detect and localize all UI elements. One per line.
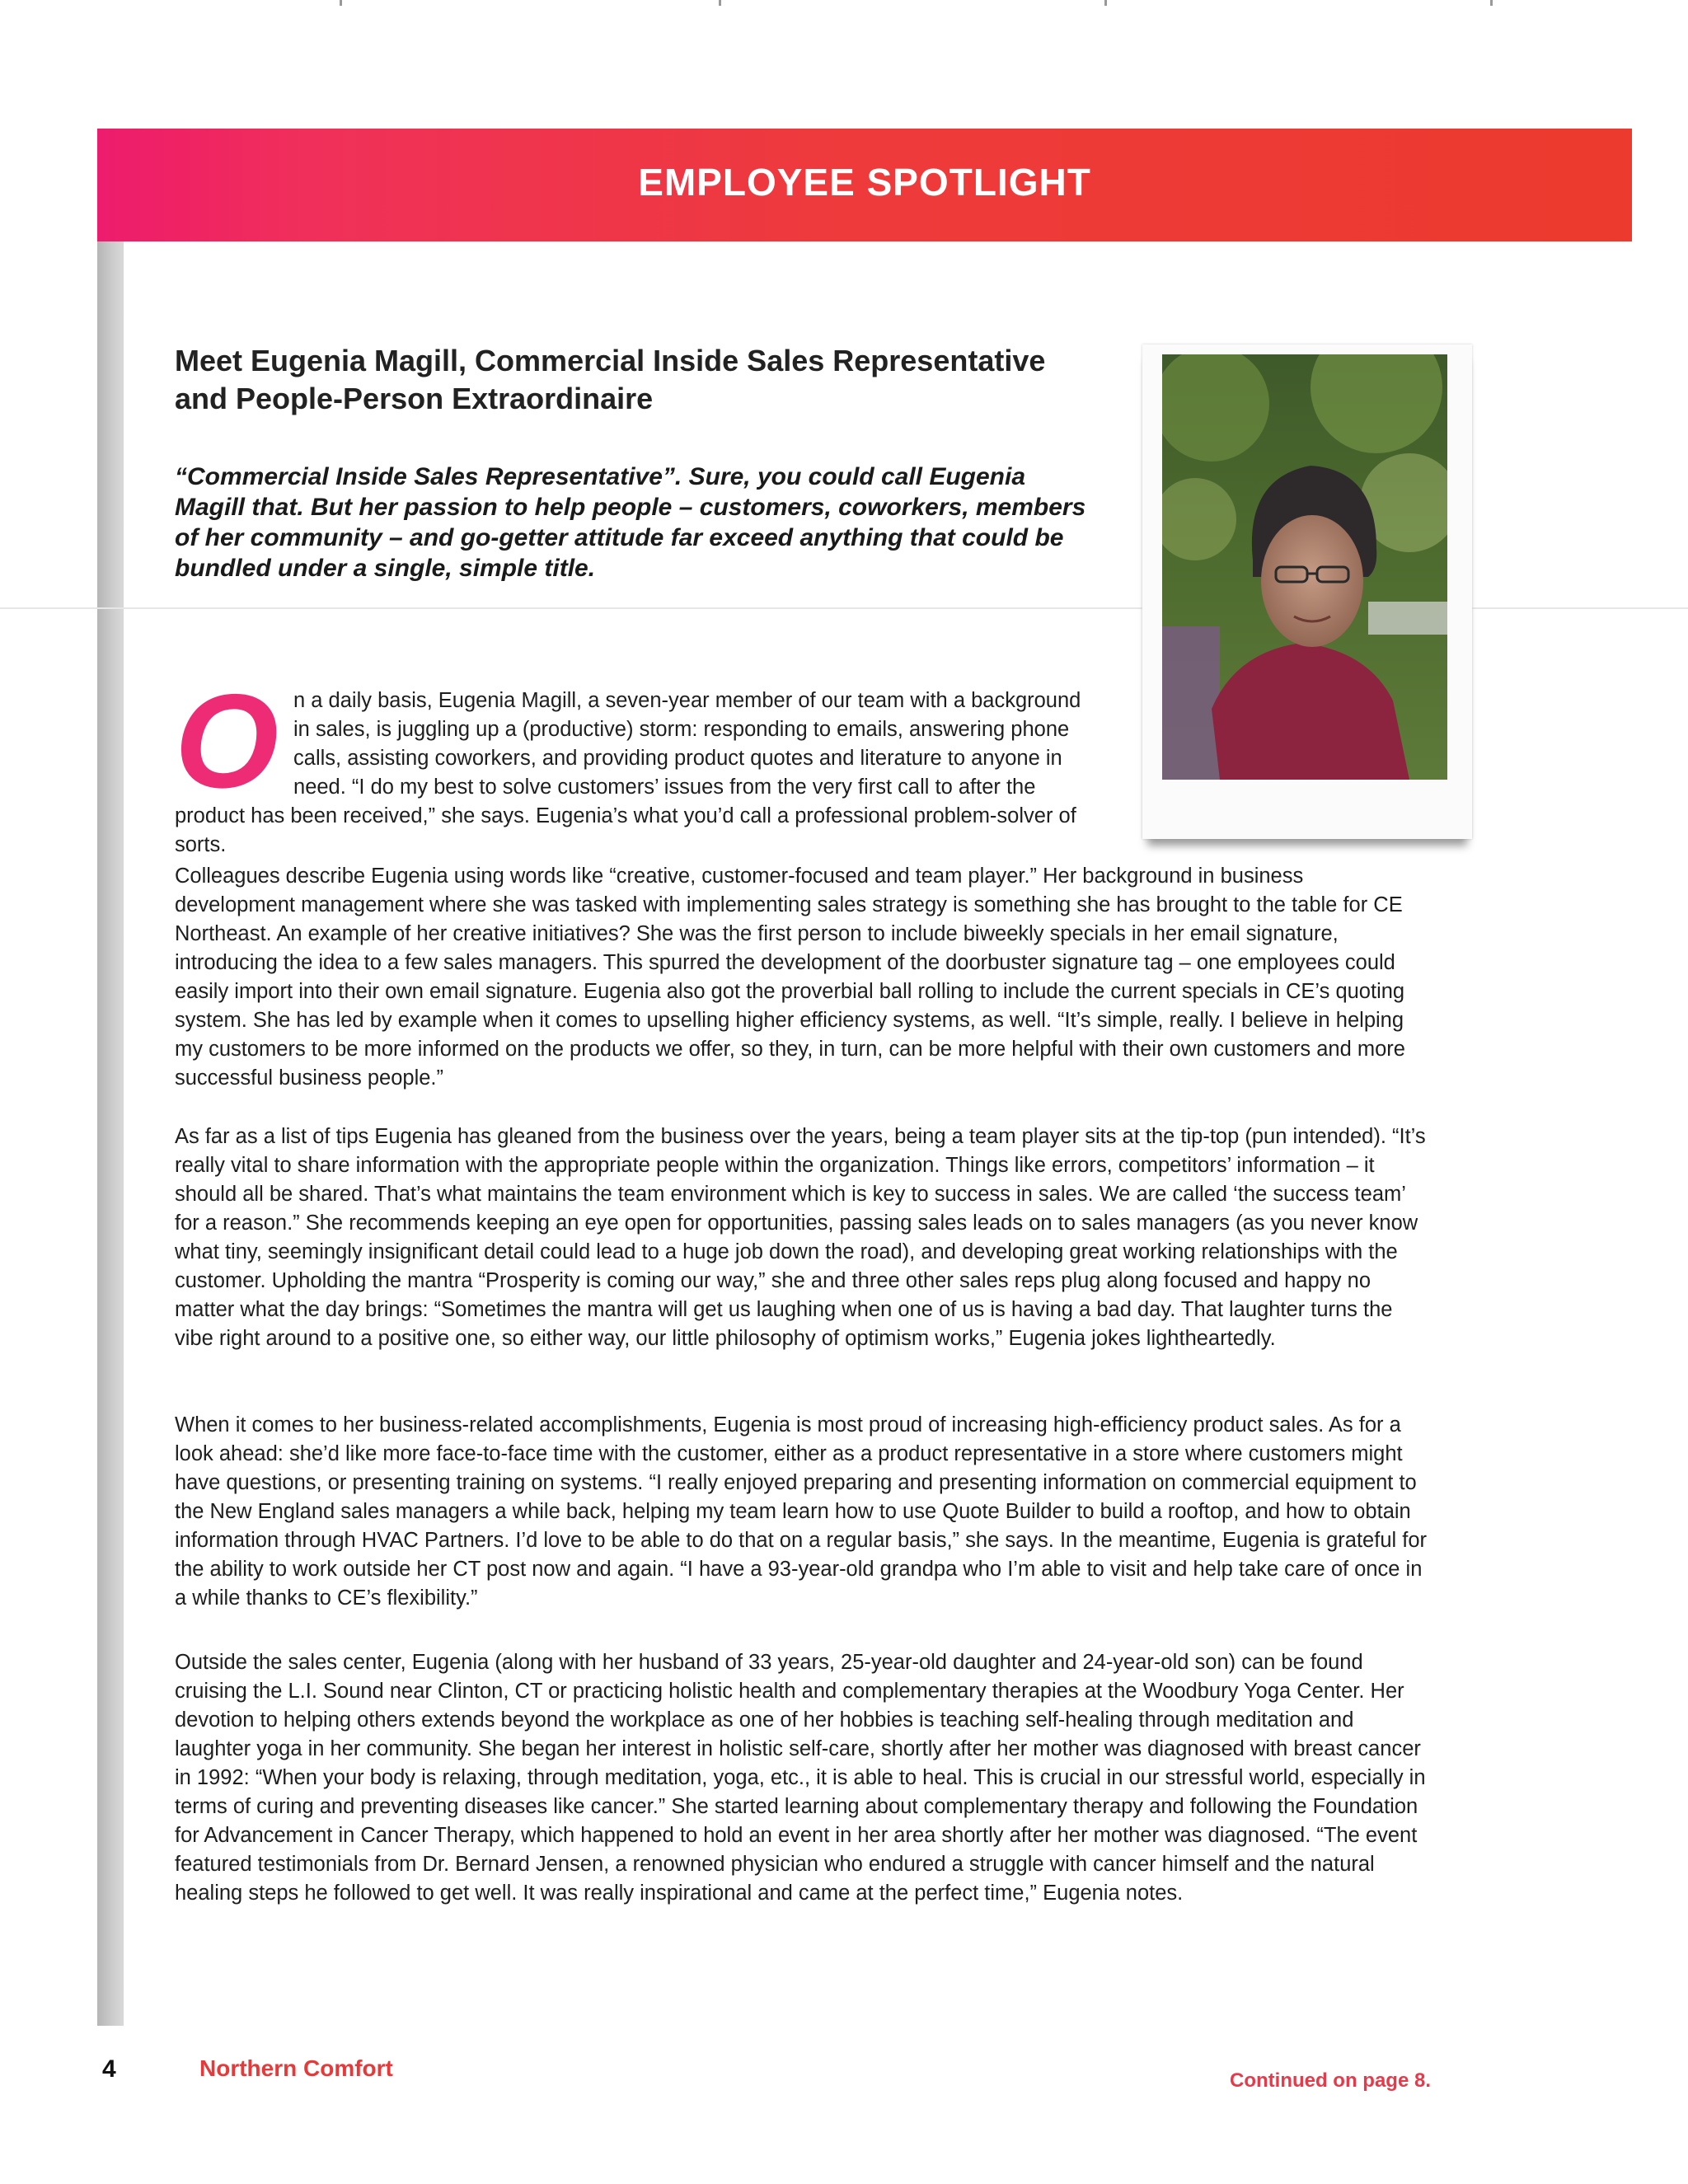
paragraph-text: n a daily basis, Eugenia Magill, a seven-year member of our team with a background in sales, is juggling up a (productive) storm: responding to emails, answering phone calls, assisting coworkers, and providing product quotes and literature to anyone in need. “I do my best to solve customers’ issues from the very first call to after the product has been received,” she says. Eugenia’s what you’d call a professional problem-solver of sorts. <box>175 689 1081 856</box>
portrait-photo-frame <box>1142 344 1472 839</box>
section-title: EMPLOYEE SPOTLIGHT <box>638 161 1091 204</box>
crop-mark <box>340 0 342 6</box>
headline-line-2: and People-Person Extraordinaire <box>175 382 654 415</box>
article-paragraph-3: As far as a list of tips Eugenia has gleaned from the business over the years, being a team player sits at the tip-top (pun intended). “It’s really vital to share information with the appropriate people within the organization. Things like errors, competitors’ information – it should all be shared. That’s what maintains the team environment which is key to success in sales. We are called ‘the success team’ for a reason.” She recommends keeping an eye open for opportunities, passing sales leads on to sales managers (as you never know what tiny, seemingly insignificant detail could lead to a huge job down the road), and developing great working relationships with the customer. Upholding the mantra “Prosperity is coming our way,” she and three other sales reps plug along focused and happy no matter what the day brings: “Sometimes the mantra will get us laughing when one of us is having a bad day. That laughter turns the vibe right around to a positive one, so either way, our little philosophy of optimism works,” Eugenia jokes lightheartedly. <box>175 1125 1426 1350</box>
crop-mark <box>1490 0 1493 6</box>
publication-name: Northern Comfort <box>199 2055 393 2081</box>
portrait-photo <box>1162 354 1447 780</box>
portrait-image <box>1162 354 1447 780</box>
headline-line-1: Meet Eugenia Magill, Commercial Inside Sales Representative <box>175 344 1046 377</box>
article-paragraph-1 <box>175 667 1081 860</box>
article-paragraph-5: Outside the sales center, Eugenia (along with her husband of 33 years, 25-year-old daughter and 24-year-old son) can be found cruising the L.I. Sound near Clinton, CT or practicing holistic health and complementary therapies at the Woodbury Yoga Center. Her devotion to helping others extends beyond the workplace as one of her hobbies is teaching self-healing through meditation and laughter yoga in her community. She began her interest in holistic self-care, shortly after her mother was diagnosed with breast cancer in 1992: “When your body is relaxing, through meditation, yoga, etc., it is able to heal. This is crucial in our stressful world, especially in terms of curing and preventing diseases like cancer.” She started learning about complementary therapy and following the Foundation for Advancement in Cancer Therapy, which happened to hold an event in her area shortly after her mother was diagnosed. “The event featured testimonials from Dr. Bernard Jensen, a renowned physician who endured a struggle with cancer himself and the natural healing steps he followed to get well. It was really inspirational and came at the perfect time,” Eugenia notes. <box>175 1651 1426 1905</box>
article-paragraph-2: Colleagues describe Eugenia using words like “creative, customer-focused and team player.” Her background in business development management where she was tasked with implementing sales strategy is something she has brought to the table for CE Northeast. An example of her creative initiatives? She was the first person to include biweekly specials in her email signature, introducing the idea to a few sales managers. This spurred the development of the doorbuster signature tag – one employees could easily import into their own email signature. Eugenia also got the proverbial ball rolling to include the current specials in CE’s quoting system. She has led by example when it comes to upselling higher efficiency systems, as well. “It’s simple, really. I believe in helping my customers to be more informed on the products we offer, so they, in turn, can be more helpful with their own customers and more successful business people.” <box>175 865 1405 1090</box>
article-paragraph-4: When it comes to her business-related accomplishments, Eugenia is most proud of increasing high-efficiency product sales. As for a look ahead: she’d like more face-to-face time with the customer, either as a product representative in a store where customers might have questions, or presenting training on systems. “I really enjoyed preparing and presenting information on commercial equipment to the New England sales managers a while back, helping my team learn how to use Quote Builder to build a rooftop, and how to obtain information through HVAC Partners. I’d love to be able to do that on a regular basis,” she says. In the meantime, Eugenia is grateful for the ability to work outside her CT post now and again. “I have a 93-year-old grandpa who I’m able to visit and help take care of once in a while thanks to CE’s flexibility.” <box>175 1413 1428 1610</box>
page-number: 4 <box>102 2055 116 2083</box>
continued-note: Continued on page 8. <box>1230 2069 1431 2092</box>
section-banner <box>97 129 1632 241</box>
crop-mark <box>1104 0 1107 6</box>
article-intro: “Commercial Inside Sales Representative”. Sure, you could call Eugenia Magill that. But her passion to help people – customers, coworkers, members of her community – and go-getter attitude far exceed anything that could be bundled under a single, simple title. <box>175 463 1086 582</box>
article-headline <box>175 342 1081 418</box>
crop-mark <box>719 0 721 6</box>
drop-cap: O <box>175 667 279 816</box>
gray-sidebar-bar <box>97 241 124 2026</box>
